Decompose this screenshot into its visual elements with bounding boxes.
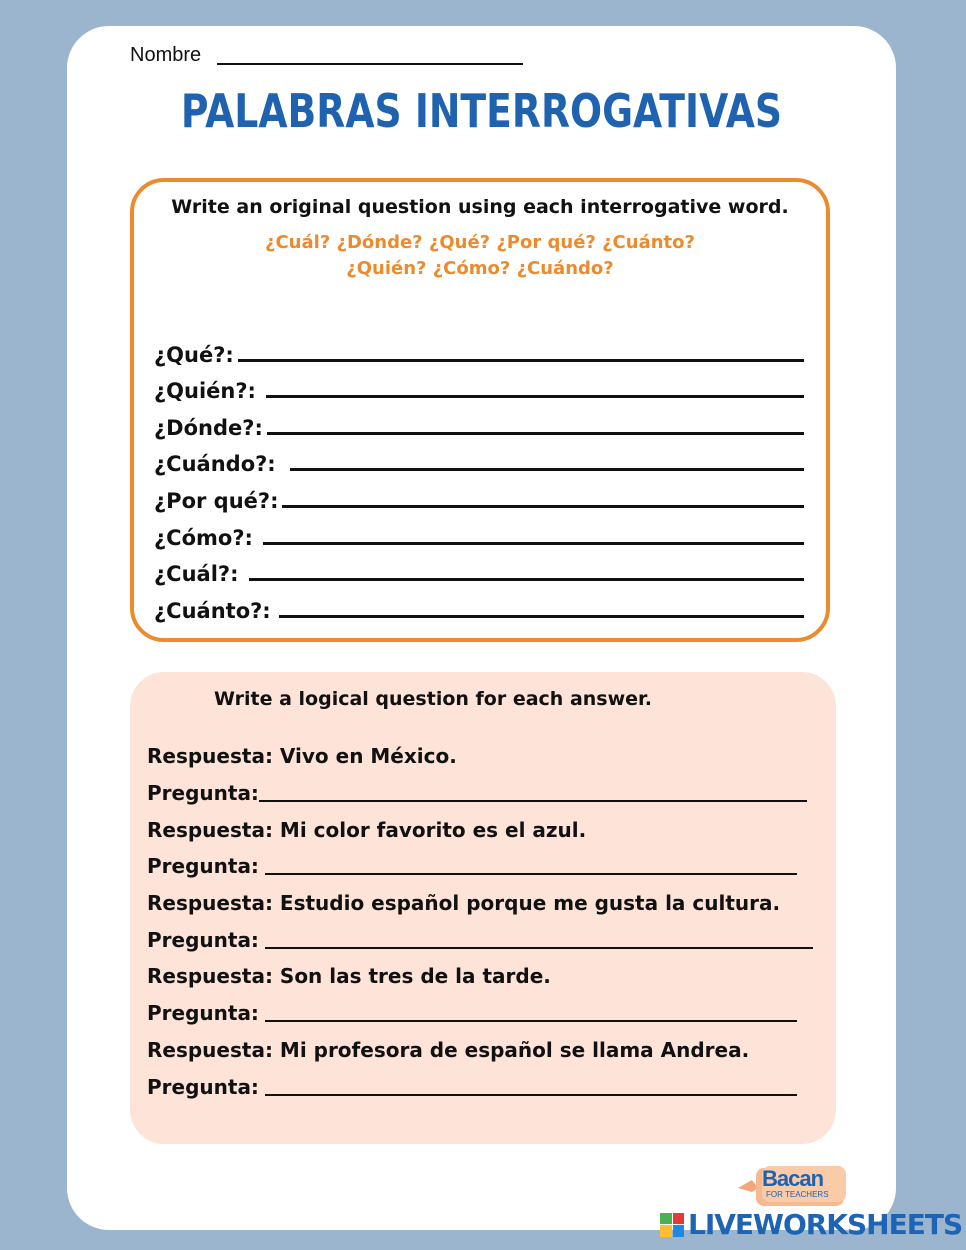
question-label: ¿Cuándo?: bbox=[154, 452, 276, 477]
question-row-cual bbox=[154, 550, 804, 587]
question-label: Pregunta: bbox=[147, 1001, 259, 1026]
question-label: Pregunta: bbox=[147, 927, 259, 952]
question-row-quien bbox=[154, 367, 804, 404]
question-row-donde bbox=[154, 403, 804, 440]
question-label: Pregunta: bbox=[147, 1074, 259, 1099]
answer-line[interactable] bbox=[266, 395, 804, 398]
question-lines bbox=[154, 330, 804, 623]
question-input-line[interactable] bbox=[259, 784, 807, 802]
question-row-cuanto bbox=[154, 586, 804, 623]
question-label: ¿Dónde?: bbox=[154, 415, 263, 440]
word-bank bbox=[134, 230, 826, 282]
liveworksheets-brand bbox=[660, 1208, 962, 1241]
answer-line[interactable] bbox=[249, 578, 805, 581]
answer-line[interactable] bbox=[279, 615, 804, 618]
logical-questions-section bbox=[130, 672, 836, 1144]
question-row bbox=[147, 1068, 831, 1105]
section2-instruction: Write a logical question for each answer. bbox=[214, 688, 652, 710]
answer-question-list bbox=[147, 738, 831, 1105]
page-title: PALABRAS INTERROGATIVAS bbox=[180, 84, 783, 138]
question-label: ¿Por qué?: bbox=[154, 488, 279, 513]
question-label: Pregunta: bbox=[147, 781, 259, 806]
word-bank-line-1: ¿Cuál? ¿Dónde? ¿Qué? ¿Por qué? ¿Cuánto? bbox=[265, 232, 695, 253]
question-row bbox=[147, 848, 831, 885]
question-label: ¿Quién?: bbox=[154, 379, 256, 404]
name-row bbox=[130, 44, 523, 67]
answer-line[interactable] bbox=[290, 468, 804, 471]
question-label: ¿Qué?: bbox=[154, 342, 234, 367]
question-row-como bbox=[154, 513, 804, 550]
answer-row: Respuesta: Mi profesora de español se llama Andrea. bbox=[147, 1037, 750, 1062]
answer-line[interactable] bbox=[282, 505, 804, 508]
question-input-line[interactable] bbox=[265, 931, 813, 949]
word-bank-line-2: ¿Quién? ¿Cómo? ¿Cuándo? bbox=[346, 258, 614, 279]
answer-row: Respuesta: Estudio español porque me gusta la cultura. bbox=[147, 891, 781, 916]
name-label: Nombre bbox=[130, 44, 202, 66]
answer-line[interactable] bbox=[238, 359, 804, 362]
original-questions-section bbox=[130, 178, 830, 642]
question-label: ¿Cuál?: bbox=[154, 562, 239, 587]
bacan-tagline: FOR TEACHERS bbox=[766, 1190, 829, 1199]
question-input-line[interactable] bbox=[265, 1004, 797, 1022]
answer-row: Respuesta: Son las tres de la tarde. bbox=[147, 964, 551, 989]
name-input-line[interactable] bbox=[217, 63, 523, 65]
question-input-line[interactable] bbox=[265, 857, 797, 875]
answer-row: Respuesta: Mi color favorito es el azul. bbox=[147, 817, 587, 842]
question-label: ¿Cómo?: bbox=[154, 525, 253, 550]
question-row bbox=[147, 995, 831, 1032]
answer-line[interactable] bbox=[267, 432, 804, 435]
question-label: ¿Cuánto?: bbox=[154, 598, 271, 623]
bacan-wordmark: Bacan bbox=[762, 1166, 824, 1191]
liveworksheets-logo-icon bbox=[660, 1213, 684, 1237]
answer-line[interactable] bbox=[263, 542, 804, 545]
question-label: Pregunta: bbox=[147, 854, 259, 879]
answer-row: Respuesta: Vivo en México. bbox=[147, 744, 457, 769]
question-row bbox=[147, 775, 831, 812]
question-row-por-que bbox=[154, 476, 804, 513]
question-row-que bbox=[154, 330, 804, 367]
question-input-line[interactable] bbox=[265, 1078, 797, 1096]
question-row-cuando bbox=[154, 440, 804, 477]
liveworksheets-wordmark: LIVEWORKSHEETS bbox=[688, 1208, 963, 1241]
question-row bbox=[147, 921, 831, 958]
section1-instruction: Write an original question using each interrogative word. bbox=[171, 196, 789, 218]
